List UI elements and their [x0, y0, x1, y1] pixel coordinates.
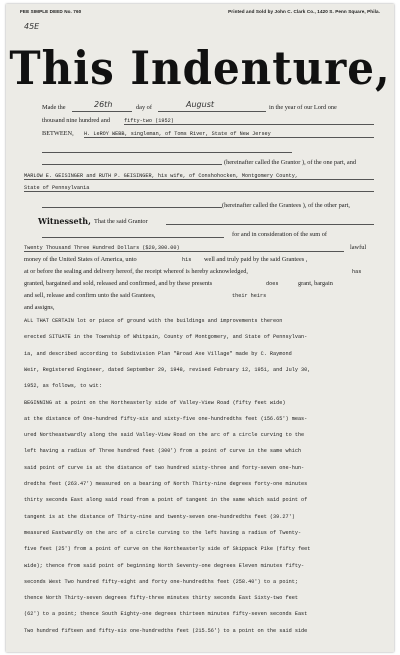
- day-value: 26th: [94, 100, 113, 109]
- grantor-rule: [84, 137, 374, 138]
- body-line: ALL THAT CERTAIN lot or piece of ground with the buildings and improvements thereon: [24, 318, 283, 324]
- body-line: Two hundred fifteen and fifty-six one-hundredths feet (215.56') to a point on the said side: [24, 627, 308, 634]
- body-line: five feet (25') from a point of curve on the Northeasterly side of Skippack Pike (fifty feet: [24, 546, 311, 553]
- between-label: BETWEEN,: [42, 130, 74, 137]
- grantees-names: MARLOW E. GEISINGER and RUTH P. GEISINGER, his wife, of Conshohocken, Montgomery County,: [24, 173, 298, 179]
- heirs-value: their heirs: [232, 293, 267, 299]
- thousand-line: thousand nine hundred and: [42, 117, 111, 124]
- sell-text: and sell, release and confirm unto the said Grantees,: [24, 292, 156, 299]
- consideration-text: for and in consideration of the sum of: [232, 231, 327, 238]
- year-rule: [124, 124, 374, 125]
- money-text: money of the United States of America, unto: [24, 256, 137, 263]
- does-value: does: [266, 281, 279, 287]
- blank-rule-2: [42, 164, 222, 165]
- body-line: tangent is at the distance of Thirty-nine and twenty-seven one-hundredths feet (39.27'): [24, 513, 295, 520]
- blank-rule-1: [42, 152, 292, 153]
- body-line: Weir, Registered Engineer, dated September 29, 1948, revised February 12, 1951, and July 30,: [24, 366, 311, 373]
- printer-imprint: Printed and Sold by John C. Clark Co., 1420 S. Penn Square, Phila.: [228, 9, 380, 14]
- body-line: wide); thence from said point of beginning North Seventy-one degrees Eleven minutes fifty-: [24, 562, 305, 569]
- form-number: FEE SIMPLE DEED No. 760: [20, 9, 82, 14]
- grantor-blank-rule: [166, 224, 374, 225]
- amount-rule: [24, 251, 344, 252]
- body-line: measured Eastwardly on the arc of a circle curving to the left having a radius of Twenty-: [24, 529, 302, 536]
- grantees-clause: (hereinafter called the Grantees ), of the other part,: [222, 202, 350, 209]
- has-value: has: [352, 269, 362, 275]
- body-line: said point of curve is at the distance of two hundred sixty-three and forty-seven one-hun-: [24, 464, 305, 471]
- body-line: at the distance of One-hundred fifty-six and sixty-five one-hundredths feet (156.65') meas-: [24, 415, 308, 422]
- body-line: BEGINNING at a point on the Northeasterly side of Valley-View Road (fifty feet wide): [24, 399, 286, 406]
- blank-rule-4: [42, 237, 224, 238]
- blank-rule-3: [42, 207, 222, 208]
- witnesseth-text: That the said Grantor: [94, 218, 148, 225]
- body-line: 1952, as follows, to wit:: [24, 383, 102, 390]
- grantees-state: State of Pennsylvania: [24, 185, 90, 191]
- handwritten-note: 45E: [24, 22, 40, 31]
- assigns-text: and assigns,: [24, 304, 55, 311]
- body-line: thence North Thirty-seven degrees fifty-three minutes thirty seconds East Sixty-two feet: [24, 595, 298, 602]
- paid-text: well and truly paid by the said Grantees ,: [204, 256, 308, 263]
- state-rule: [24, 191, 374, 192]
- year-label: in the year of our Lord one: [269, 104, 337, 111]
- day-of-label: day of: [136, 104, 152, 111]
- grantor-name: H. LeROY WEBB, singleman, of Toms River, State of New Jersey: [84, 131, 271, 137]
- day-rule: [72, 111, 132, 112]
- lawful-label: lawful: [350, 244, 367, 251]
- his-value: his: [182, 257, 192, 263]
- body-line: left having a radius of Three hundred feet (300') from a point of curve in the same which: [24, 448, 302, 455]
- year-value: fifty-two (1952): [124, 118, 174, 124]
- body-line: ured Northeastwardly along the said Valley-View Road on the arc of a circle curving to the: [24, 432, 305, 439]
- month-rule: [158, 111, 266, 112]
- made-label: Made the: [42, 104, 66, 111]
- deed-page: [6, 4, 394, 652]
- amount-value: Twenty Thousand Three Hundred Dollars ($20,300.00): [24, 245, 180, 251]
- body-line: (62') to a point; thence South Eighty-one degrees thirteen minutes fifty-seven seconds East: [24, 611, 308, 618]
- body-line: erected SITUATE in the Township of Whitpain, County of Montgomery, and State of Pennsylvan-: [24, 334, 308, 341]
- body-line: dredths feet (263.47') measured on a bearing of North Thirty-nine degrees forty-one minutes: [24, 481, 308, 487]
- sealing-text: at or before the sealing and delivery hereof, the receipt whereof is hereby acknowledged,: [24, 268, 248, 275]
- granted-text: granted, bargained and sold, released and confirmed, and by these presents: [24, 280, 213, 287]
- body-line: ia, and described according to Subdivision Plan "Broad Axe Village" made by C. Raymond: [24, 350, 292, 357]
- grant-text: grant, bargain: [298, 280, 333, 287]
- grantees-rule: [24, 179, 374, 180]
- grantor-clause: (hereinafter called the Grantor ), of the one part, and: [224, 159, 356, 166]
- deed-title: This Indenture,: [9, 42, 391, 95]
- body-line: seconds West Two hundred fifty-eight and forty one-hundredths feet (258.40') to a point;: [24, 578, 298, 585]
- witnesseth-label: Witnesseth,: [38, 216, 91, 226]
- month-value: August: [186, 100, 214, 109]
- body-line: thirty seconds East along said road from a point of tangent in the same which said point of: [24, 497, 308, 504]
